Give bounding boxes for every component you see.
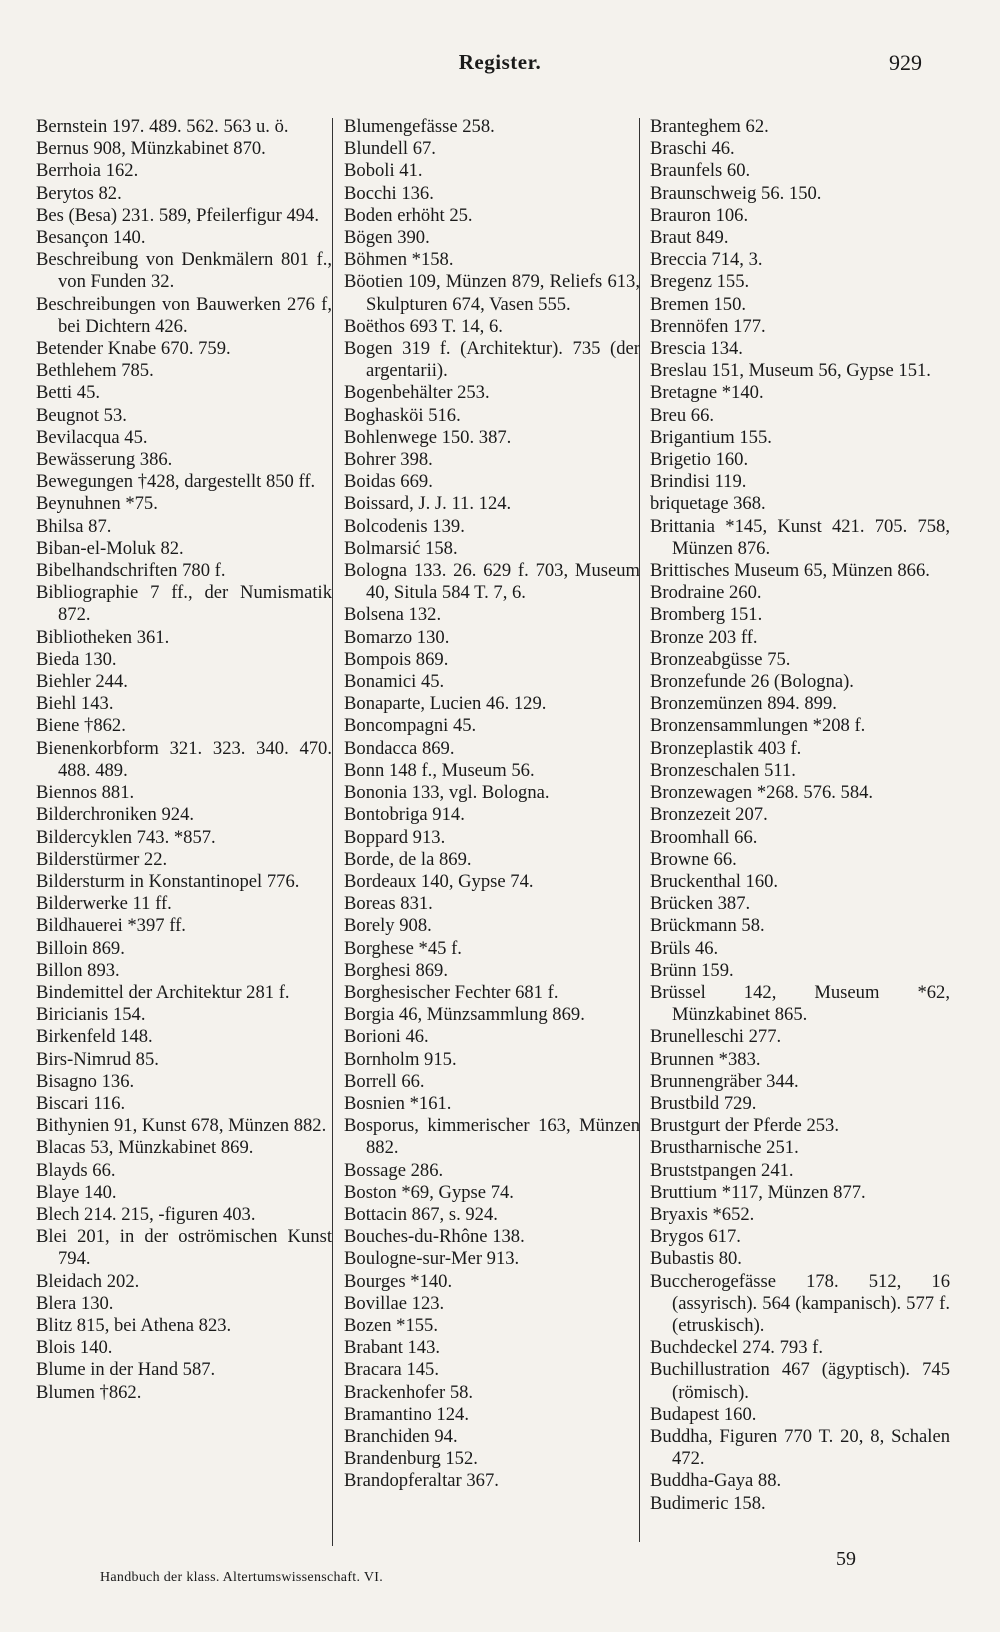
index-entry: Browne 66. [650, 848, 737, 870]
index-entry: Bompois 869. [344, 648, 449, 670]
index-entry: Bohrer 398. [344, 449, 433, 471]
index-entry: Boulogne-sur-Mer 913. [344, 1248, 520, 1270]
index-entry: Bruttium *117, Münzen 877. [650, 1181, 866, 1203]
index-entry: Breu 66. [650, 404, 715, 426]
index-entry: Bourges *140. [344, 1270, 453, 1292]
index-entry: Bondacca 869. [344, 737, 455, 759]
index-entry: Biennos 881. [36, 782, 135, 804]
index-entry: Brigetio 160. [650, 449, 749, 471]
index-entry: Borde, de la 869. [344, 848, 472, 870]
index-entry: Brittania *145, Kunst 421. 705. 758, Münzen 876. [650, 515, 950, 559]
index-entry: Bomarzo 130. [344, 626, 450, 648]
index-entry: Böotien 109, Münzen 879, Reliefs 613, Skulpturen 674, Vasen 555. [344, 271, 640, 315]
index-entry: Bernstein 197. 489. 562. 563 u. ö. [36, 116, 289, 137]
index-entry: Brücken 387. [650, 893, 751, 915]
index-entry: Biban-el-Moluk 82. [36, 537, 184, 559]
page-number: 929 [889, 50, 922, 75]
index-entry: Blacas 53, Münzkabinet 869. [36, 1137, 254, 1159]
index-entry: Bilderwerke 11 ff. [36, 893, 172, 915]
index-entry: Buchdeckel 274. 793 f. [650, 1337, 823, 1359]
index-entry: Budapest 160. [650, 1403, 757, 1425]
index-entry: Bronzemünzen 894. 899. [650, 693, 837, 715]
index-entry: Bogenbehälter 253. [344, 382, 490, 404]
index-entry: Buddha-Gaya 88. [650, 1470, 782, 1492]
index-entry: Buchillustration 467 (ägyptisch). 745 (römisch). [650, 1359, 950, 1403]
index-entry: Blitz 815, bei Athena 823. [36, 1314, 232, 1336]
index-entry: Brindisi 119. [650, 471, 747, 493]
index-entry: Biehl 143. [36, 693, 114, 715]
index-entry: Beynuhnen *75. [36, 493, 158, 515]
index-entry: Brustharnische 251. [650, 1137, 799, 1159]
index-entry: Brabant 143. [344, 1337, 441, 1359]
index-entry: Brygos 617. [650, 1226, 741, 1248]
index-entry: Bronzefunde 26 (Bologna). [650, 671, 854, 693]
index-entry: Bibelhandschriften 780 f. [36, 560, 226, 582]
index-entry: Bhilsa 87. [36, 515, 112, 537]
index-entry: Borely 908. [344, 915, 432, 937]
index-entry: Blois 140. [36, 1337, 113, 1359]
index-entry: Betender Knabe 670. 759. [36, 338, 231, 360]
index-entry: Bibliotheken 361. [36, 626, 170, 648]
footer-signature: Handbuch der klass. Altertumswissenschaft. VI. [100, 1570, 383, 1585]
index-entry: Bromberg 151. [650, 604, 763, 626]
index-entry: Bewegungen †428, dargestellt 850 ff. [36, 471, 316, 493]
index-entry: Buddha, Figuren 770 T. 20, 8, Schalen 472. [650, 1425, 950, 1470]
index-entry: Branteghem 62. [650, 116, 769, 137]
index-entry: Borghese *45 f. [344, 937, 462, 959]
index-entry: Boidas 669. [344, 471, 433, 493]
index-entry: Böhmen *158. [344, 249, 454, 271]
index-entry: Blera 130. [36, 1292, 114, 1314]
index-entry: Bossage 286. [344, 1159, 444, 1181]
index-entry: Blei 201, in der oströmischen Kunst 794. [36, 1226, 332, 1270]
index-entry: Bildersturm in Konstantinopel 776. [36, 870, 300, 892]
column-divider [332, 118, 333, 1546]
index-entry: Brustgurt der Pferde 253. [650, 1115, 839, 1137]
index-entry: Biehler 244. [36, 671, 128, 693]
index-entry: Bologna 133. 26. 629 f. 703, Museum 40, Situla 584 T. 7, 6. [344, 560, 640, 604]
index-entry: Boncompagni 45. [344, 715, 477, 737]
index-entry: Brandopferaltar 367. [344, 1470, 499, 1492]
index-entry: Blayds 66. [36, 1159, 116, 1181]
index-entry: Brünn 159. [650, 959, 734, 981]
index-entry: Bolcodenis 139. [344, 515, 465, 537]
index-entry: Brüssel 142, Museum *62, Münzkabinet 865. [650, 981, 950, 1026]
index-entry: Bonn 148 f., Museum 56. [344, 759, 535, 781]
index-entry: Braut 849. [650, 227, 729, 249]
index-entry: Billon 893. [36, 959, 120, 981]
index-entry: Bronzensammlungen *208 f. [650, 715, 866, 737]
index-entry: Bibliographie 7 ff., der Numismatik 872. [36, 582, 332, 626]
index-entry: Boghasköi 516. [344, 404, 461, 426]
index-entry: Bremen 150. [650, 293, 747, 315]
index-entry: Berytos 82. [36, 182, 122, 204]
index-entry: Blech 214. 215, -figuren 403. [36, 1203, 256, 1225]
index-entry: Bornholm 915. [344, 1048, 457, 1070]
index-entry: Brescia 134. [650, 338, 743, 360]
index-entry: Buccherogefässe 178. 512, 16 (assyrisch). 564 (kampanisch). 577 f. (etruskisch). [650, 1270, 950, 1336]
index-entry: Bonamici 45. [344, 671, 445, 693]
index-entry: Bubastis 80. [650, 1248, 742, 1270]
index-entry: Bindemittel der Architektur 281 f. [36, 981, 290, 1003]
index-entry: Blume in der Hand 587. [36, 1359, 216, 1381]
index-entry: Bildercyklen 743. *857. [36, 826, 216, 848]
index-entry: Branchiden 94. [344, 1425, 458, 1447]
index-entry: Beschreibung von Denkmälern 801 f., von Funden 32. [36, 249, 332, 293]
index-entry: Borioni 46. [344, 1026, 429, 1048]
index-entry: Boston *69, Gypse 74. [344, 1181, 514, 1203]
index-entry: Bolmarsić 158. [344, 537, 458, 559]
index-column-2 [344, 116, 640, 1493]
index-entry: Boissard, J. J. 11. 124. [344, 493, 512, 515]
index-entry: Brandenburg 152. [344, 1448, 478, 1470]
index-entry: Brustbild 729. [650, 1092, 757, 1114]
index-entry: Bosporus, kimmerischer 163, Münzen 882. [344, 1115, 640, 1159]
index-entry: Brodraine 260. [650, 582, 762, 604]
index-column-1 [36, 116, 332, 1404]
index-entry: Bruckenthal 160. [650, 870, 779, 892]
footer-sheet-number: 59 [836, 1548, 856, 1570]
index-entry: Bogen 319 f. (Architektur). 735 (der argentarii). [344, 338, 640, 382]
index-entry: Bovillae 123. [344, 1292, 445, 1314]
index-entry: Boppard 913. [344, 826, 446, 848]
index-entry: Braschi 46. [650, 138, 735, 160]
index-entry: Betti 45. [36, 382, 101, 404]
index-entry: Bottacin 867, s. 924. [344, 1203, 498, 1225]
index-entry: Braunfels 60. [650, 160, 751, 182]
index-entry: Brunnengräber 344. [650, 1070, 799, 1092]
index-entry: Brückmann 58. [650, 915, 765, 937]
index-entry: Bozen *155. [344, 1314, 438, 1336]
index-entry: Bracara 145. [344, 1359, 439, 1381]
index-entry: Bonaparte, Lucien 46. 129. [344, 693, 547, 715]
index-entry: Bernus 908, Münzkabinet 870. [36, 138, 266, 160]
index-entry: Brittisches Museum 65, Münzen 866. [650, 560, 930, 582]
index-entry: Borgia 46, Münzsammlung 869. [344, 1004, 585, 1026]
index-entry: Bordeaux 140, Gypse 74. [344, 870, 534, 892]
index-entry: Beugnot 53. [36, 404, 127, 426]
index-entry: Bontobriga 914. [344, 804, 465, 826]
index-entry: Bilderchroniken 924. [36, 804, 195, 826]
index-entry: Bononia 133, vgl. Bologna. [344, 782, 550, 804]
index-entry: Broomhall 66. [650, 826, 758, 848]
index-entry: Birs-Nimrud 85. [36, 1048, 159, 1070]
index-entry: Bienenkorbform 321. 323. 340. 470. 488. 489. [36, 737, 332, 781]
index-entry: Bolsena 132. [344, 604, 442, 626]
index-entry: Bögen 390. [344, 227, 430, 249]
index-column-3 [650, 116, 950, 1515]
index-entry: Blumen †862. [36, 1381, 142, 1403]
index-entry: Brauron 106. [650, 204, 749, 226]
index-entry: Bronzeabgüsse 75. [650, 648, 791, 670]
index-entry: Birkenfeld 148. [36, 1026, 153, 1048]
index-entry: Bewässerung 386. [36, 449, 173, 471]
index-entry: Besançon 140. [36, 227, 146, 249]
page-header-title: Register. [458, 50, 542, 74]
index-entry: Bevilacqua 45. [36, 426, 148, 448]
index-entry: briquetage 368. [650, 493, 766, 515]
index-entry: Bethlehem 785. [36, 360, 154, 382]
index-entry: Biricianis 154. [36, 1004, 146, 1026]
index-entry: Bregenz 155. [650, 271, 750, 293]
index-entry: Breccia 714, 3. [650, 249, 763, 271]
index-entry: Bisagno 136. [36, 1070, 135, 1092]
index-entry: Bohlenwege 150. 387. [344, 426, 512, 448]
index-entry: Biscari 116. [36, 1092, 126, 1114]
index-entry: Bilderstürmer 22. [36, 848, 168, 870]
index-entry: Brüls 46. [650, 937, 719, 959]
index-entry: Brennöfen 177. [650, 315, 766, 337]
index-entry: Brackenhofer 58. [344, 1381, 474, 1403]
index-entry: Bosnien *161. [344, 1092, 452, 1114]
index-entry: Bouches-du-Rhône 138. [344, 1226, 525, 1248]
index-entry: Brigantium 155. [650, 426, 772, 448]
index-entry: Bretagne *140. [650, 382, 764, 404]
index-entry: Breslau 151, Museum 56, Gypse 151. [650, 360, 931, 382]
index-entry: Beschreibungen von Bauwerken 276 f, bei Dichtern 426. [36, 293, 332, 337]
index-entry: Boboli 41. [344, 160, 423, 182]
index-entry: Borghesi 869. [344, 959, 448, 981]
index-entry: Bronzezeit 207. [650, 804, 768, 826]
index-entry: Bryaxis *652. [650, 1203, 755, 1225]
index-entry: Bleidach 202. [36, 1270, 140, 1292]
index-entry: Blaye 140. [36, 1181, 117, 1203]
index-entry: Blundell 67. [344, 138, 436, 160]
index-entry: Berrhoia 162. [36, 160, 139, 182]
index-entry: Bronzewagen *268. 576. 584. [650, 782, 874, 804]
index-entry: Bronzeplastik 403 f. [650, 737, 802, 759]
index-entry: Billoin 869. [36, 937, 125, 959]
index-entry: Borghesischer Fechter 681 f. [344, 981, 559, 1003]
index-entry: Bithynien 91, Kunst 678, Münzen 882. [36, 1115, 327, 1137]
index-entry: Bronzeschalen 511. [650, 759, 796, 781]
index-entry: Bocchi 136. [344, 182, 434, 204]
index-entry: Budimeric 158. [650, 1492, 766, 1514]
index-entry: Bruststpangen 241. [650, 1159, 794, 1181]
index-entry: Borrell 66. [344, 1070, 425, 1092]
index-entry: Boreas 831. [344, 893, 433, 915]
index-entry: Blumengefässe 258. [344, 116, 495, 137]
index-entry: Brunnen *383. [650, 1048, 761, 1070]
index-entry: Biene †862. [36, 715, 126, 737]
index-entry: Boëthos 693 T. 14, 6. [344, 315, 503, 337]
index-entry: Bieda 130. [36, 648, 117, 670]
index-entry: Boden erhöht 25. [344, 204, 473, 226]
index-entry: Braunschweig 56. 150. [650, 182, 822, 204]
index-entry: Bramantino 124. [344, 1403, 469, 1425]
index-entry: Bes (Besa) 231. 589, Pfeilerfigur 494. [36, 204, 319, 226]
index-entry: Brunelleschi 277. [650, 1026, 782, 1048]
index-entry: Bronze 203 ff. [650, 626, 758, 648]
index-entry: Bildhauerei *397 ff. [36, 915, 186, 937]
